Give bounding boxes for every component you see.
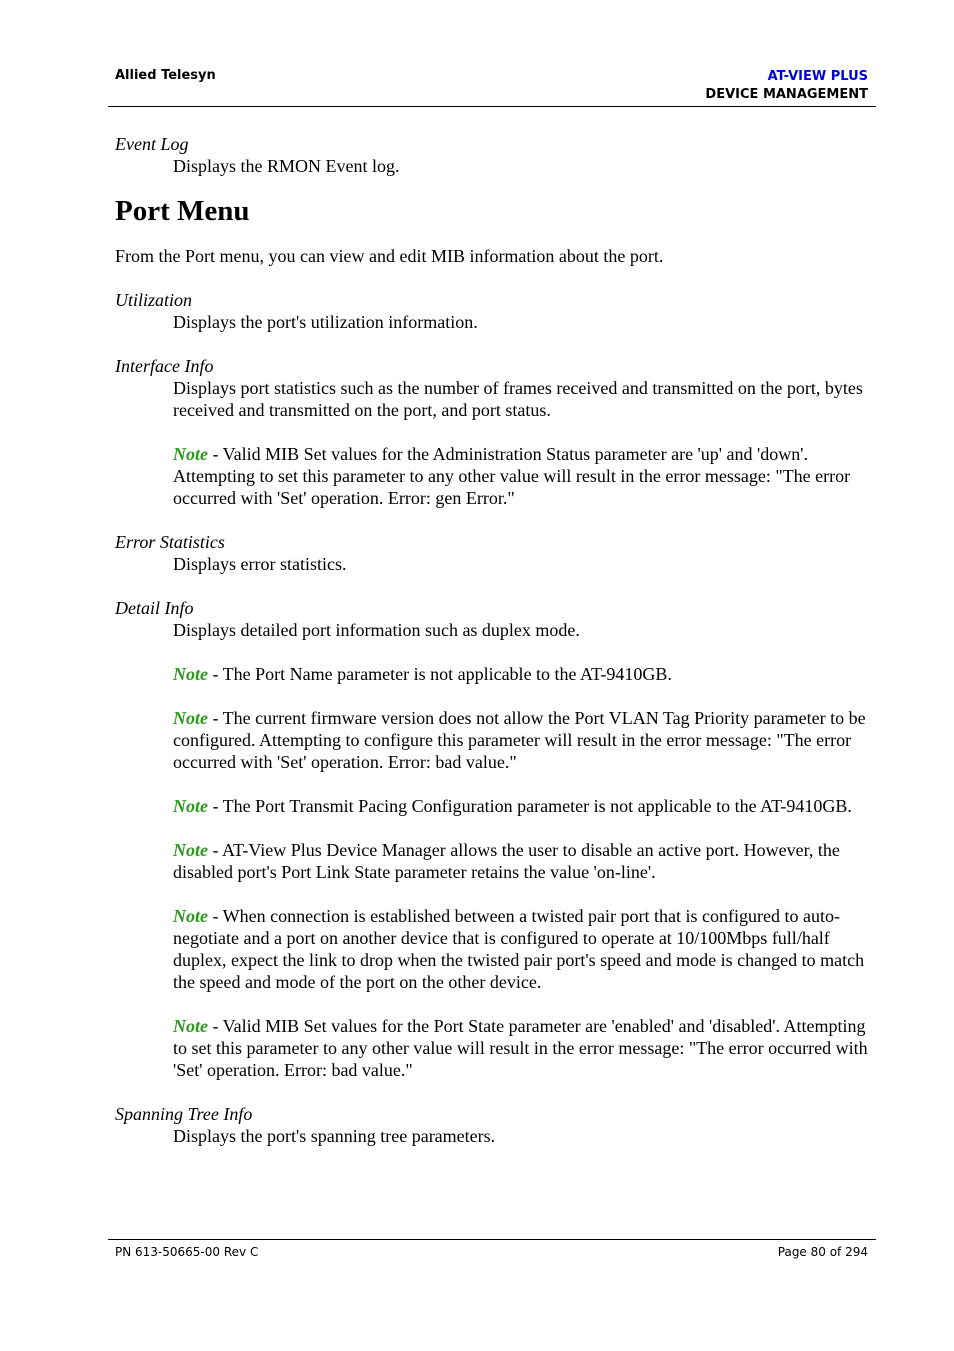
error-statistics-term: Error Statistics xyxy=(115,532,225,552)
detail-info-note xyxy=(173,795,870,817)
note-label: Note xyxy=(173,1016,208,1036)
event-log-term: Event Log xyxy=(115,134,189,154)
note-label: Note xyxy=(173,708,208,728)
footer-rule xyxy=(108,1239,876,1240)
note-text: - When connection is established between a twisted pair port that is configured to auto-negotiate and a port on another device that is configured to operate at 10/100Mbps full/half duplex, expect the link to drop when the twisted pair port's speed and mode is changed to match the speed and mode of the port on the other device. xyxy=(173,906,865,992)
utilization-term: Utilization xyxy=(115,290,193,310)
note-label: Note xyxy=(173,796,208,816)
note-text: - The Port Name parameter is not applicable to the AT-9410GB. xyxy=(208,664,672,684)
note-label: Note xyxy=(173,906,208,926)
spanning-tree-info-term: Spanning Tree Info xyxy=(115,1104,253,1124)
note-text: - Valid MIB Set values for the Administration Status parameter are 'up' and 'down'. Attempting to set this parameter to any other value will result in the error message: "The error occurred with 'Set' operation. Error: gen Error." xyxy=(173,444,851,508)
note-text: - AT-View Plus Device Manager allows the user to disable an active port. However, the disabled port's Port Link State parameter retains the value 'on-line'. xyxy=(173,840,840,882)
header-company: Allied Telesyn xyxy=(115,68,216,83)
note-text: - The Port Transmit Pacing Configuration parameter is not applicable to the AT-9410GB. xyxy=(208,796,852,816)
detail-info-note xyxy=(173,663,870,685)
section-title: Port Menu xyxy=(115,195,250,227)
detail-info-term: Detail Info xyxy=(115,598,194,618)
interface-info-term: Interface Info xyxy=(115,356,214,376)
footer-part-number: PN 613-50665-00 Rev C xyxy=(115,1245,259,1259)
detail-info-note xyxy=(173,1015,870,1081)
header-right xyxy=(705,68,868,104)
spanning-tree-info-desc: Displays the port's spanning tree parameters. xyxy=(173,1126,496,1146)
detail-info-note xyxy=(173,905,870,993)
page-content xyxy=(115,133,870,1147)
header-product: AT-VIEW PLUS xyxy=(767,69,868,84)
note-text: - The current firmware version does not allow the Port VLAN Tag Priority parameter to be configured. Attempting to configure this parameter will result in the error message: "The error occurred with 'Set' operation. Error: bad value." xyxy=(173,708,866,772)
detail-info-desc: Displays detailed port information such as duplex mode. xyxy=(173,620,580,640)
error-statistics-desc: Displays error statistics. xyxy=(173,554,347,574)
note-text: - Valid MIB Set values for the Port State parameter are 'enabled' and 'disabled'. Attempting to set this parameter to any other value will result in the error message: "The error occurred with 'Set' operation. Error: bad value." xyxy=(173,1016,868,1080)
event-log-desc: Displays the RMON Event log. xyxy=(173,156,400,176)
section-intro: From the Port menu, you can view and edit MIB information about the port. xyxy=(115,246,664,266)
header-section: DEVICE MANAGEMENT xyxy=(705,87,868,102)
detail-info-note xyxy=(173,707,870,773)
note-label: Note xyxy=(173,664,208,684)
utilization-desc: Displays the port's utilization information. xyxy=(173,312,478,332)
note-label: Note xyxy=(173,840,208,860)
detail-info-note xyxy=(173,839,870,883)
header-rule xyxy=(108,106,876,107)
interface-info-desc: Displays port statistics such as the number of frames received and transmitted on the port, bytes received and transmitted on the port, and port status. xyxy=(173,378,863,420)
note-label: Note xyxy=(173,444,208,464)
footer-page-number: Page 80 of 294 xyxy=(777,1245,868,1259)
interface-info-note xyxy=(173,443,870,509)
